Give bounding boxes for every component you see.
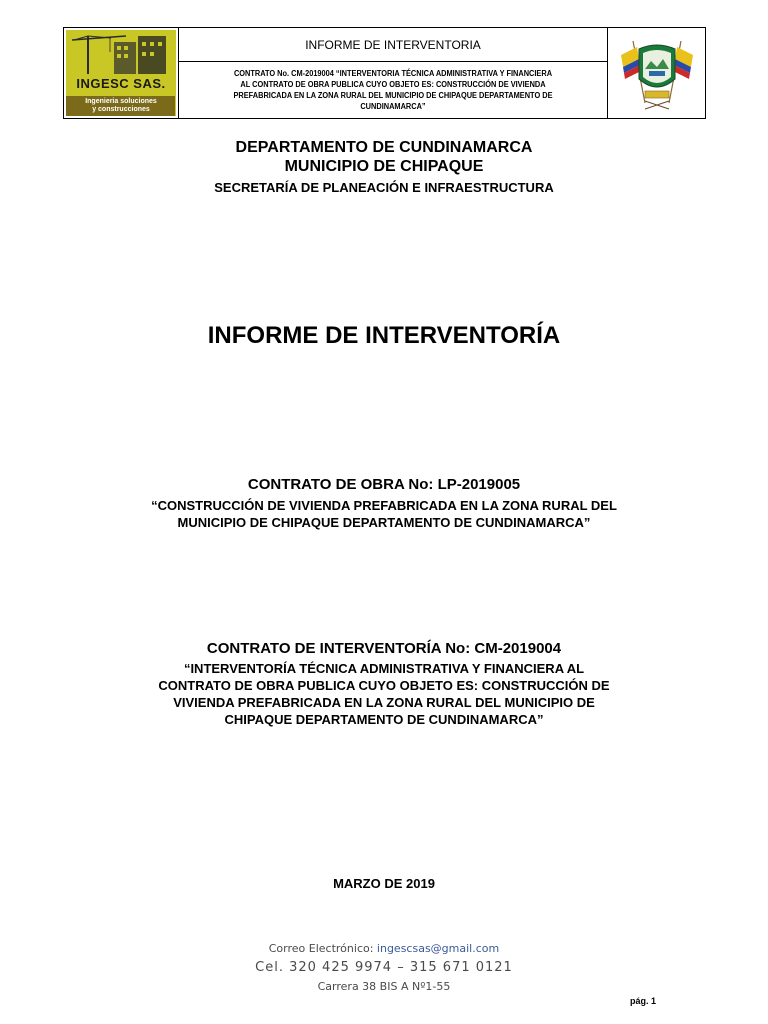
municipal-coat-of-arms-icon — [615, 33, 699, 113]
logo-tagline — [66, 98, 176, 114]
logo-background — [66, 30, 176, 116]
header-title: INFORME DE INTERVENTORIA — [179, 28, 607, 62]
footer-email-line — [0, 942, 768, 955]
logo-tagline-line-2: y construcciones — [92, 106, 150, 113]
document-header — [63, 27, 706, 119]
logo-tagline-line-1: Ingenieria soluciones — [85, 98, 157, 105]
company-logo — [64, 28, 179, 118]
header-center — [179, 28, 608, 118]
footer-phone: Cel. 320 425 9974 – 315 671 0121 — [255, 960, 513, 975]
int-desc-line-3: VIVIENDA PREFABRICADA EN LA ZONA RURAL DEL MUNICIPIO DE — [173, 695, 595, 710]
int-desc-line-1: “INTERVENTORÍA TÉCNICA ADMINISTRATIVA Y FINANCIERA AL — [183, 661, 585, 676]
int-desc-line-4: CHIPAQUE DEPARTAMENTO DE CUNDINAMARCA” — [224, 712, 544, 727]
interventoria-contract-description — [0, 660, 768, 728]
header-contract-line-3: PREFABRICADA EN LA ZONA RURAL DEL MUNICIPIO DE CHIPAQUE DEPARTAMENTO DE — [233, 90, 553, 100]
obra-desc-line-2: MUNICIPIO DE CHIPAQUE DEPARTAMENTO DE CUNDINAMARCA” — [177, 515, 591, 530]
page-number: pág. 1 — [630, 996, 657, 1006]
header-contract-text — [209, 62, 577, 118]
obra-desc-line-1: “CONSTRUCCIÓN DE VIVIENDA PREFABRICADA EN LA ZONA RURAL DEL — [151, 498, 617, 513]
header-contract-line-4: CUNDINAMARCA” — [360, 101, 426, 111]
department-name: DEPARTAMENTO DE CUNDINAMARCA — [235, 139, 533, 156]
footer-address: Carrera 38 BIS A Nº1-55 — [317, 980, 451, 993]
secretariat-name: SECRETARÍA DE PLANEACIÓN E INFRAESTRUCTURA — [214, 180, 554, 195]
footer-email-link[interactable]: ingescsas@gmail.com — [376, 942, 500, 955]
header-contract-line-2: AL CONTRATO DE OBRA PUBLICA CUYO OBJETO ES: CONSTRUCCIÓN DE VIVIENDA — [240, 79, 546, 89]
logo-company-name: INGESC SAS. — [76, 76, 166, 91]
int-desc-line-2: CONTRATO DE OBRA PUBLICA CUYO OBJETO ES: CONSTRUCCIÓN DE — [158, 678, 610, 693]
report-date: MARZO DE 2019 — [333, 876, 435, 891]
header-seal — [608, 28, 705, 118]
department-heading — [0, 138, 768, 176]
footer-email-label: Correo Electrónico: — [268, 942, 377, 955]
obra-contract-title: CONTRATO DE OBRA No: LP-2019005 — [247, 476, 521, 493]
header-contract-line-1: CONTRATO No. CM-2019004 “INTERVENTORIA TÉCNICA ADMINISTRATIVA Y FINANCIERA — [233, 68, 553, 78]
report-title: INFORME DE INTERVENTORÍA — [207, 322, 561, 349]
obra-contract-description — [0, 497, 768, 531]
interventoria-contract-title: CONTRATO DE INTERVENTORÍA No: CM-2019004 — [206, 640, 562, 657]
municipality-name: MUNICIPIO DE CHIPAQUE — [284, 158, 484, 175]
